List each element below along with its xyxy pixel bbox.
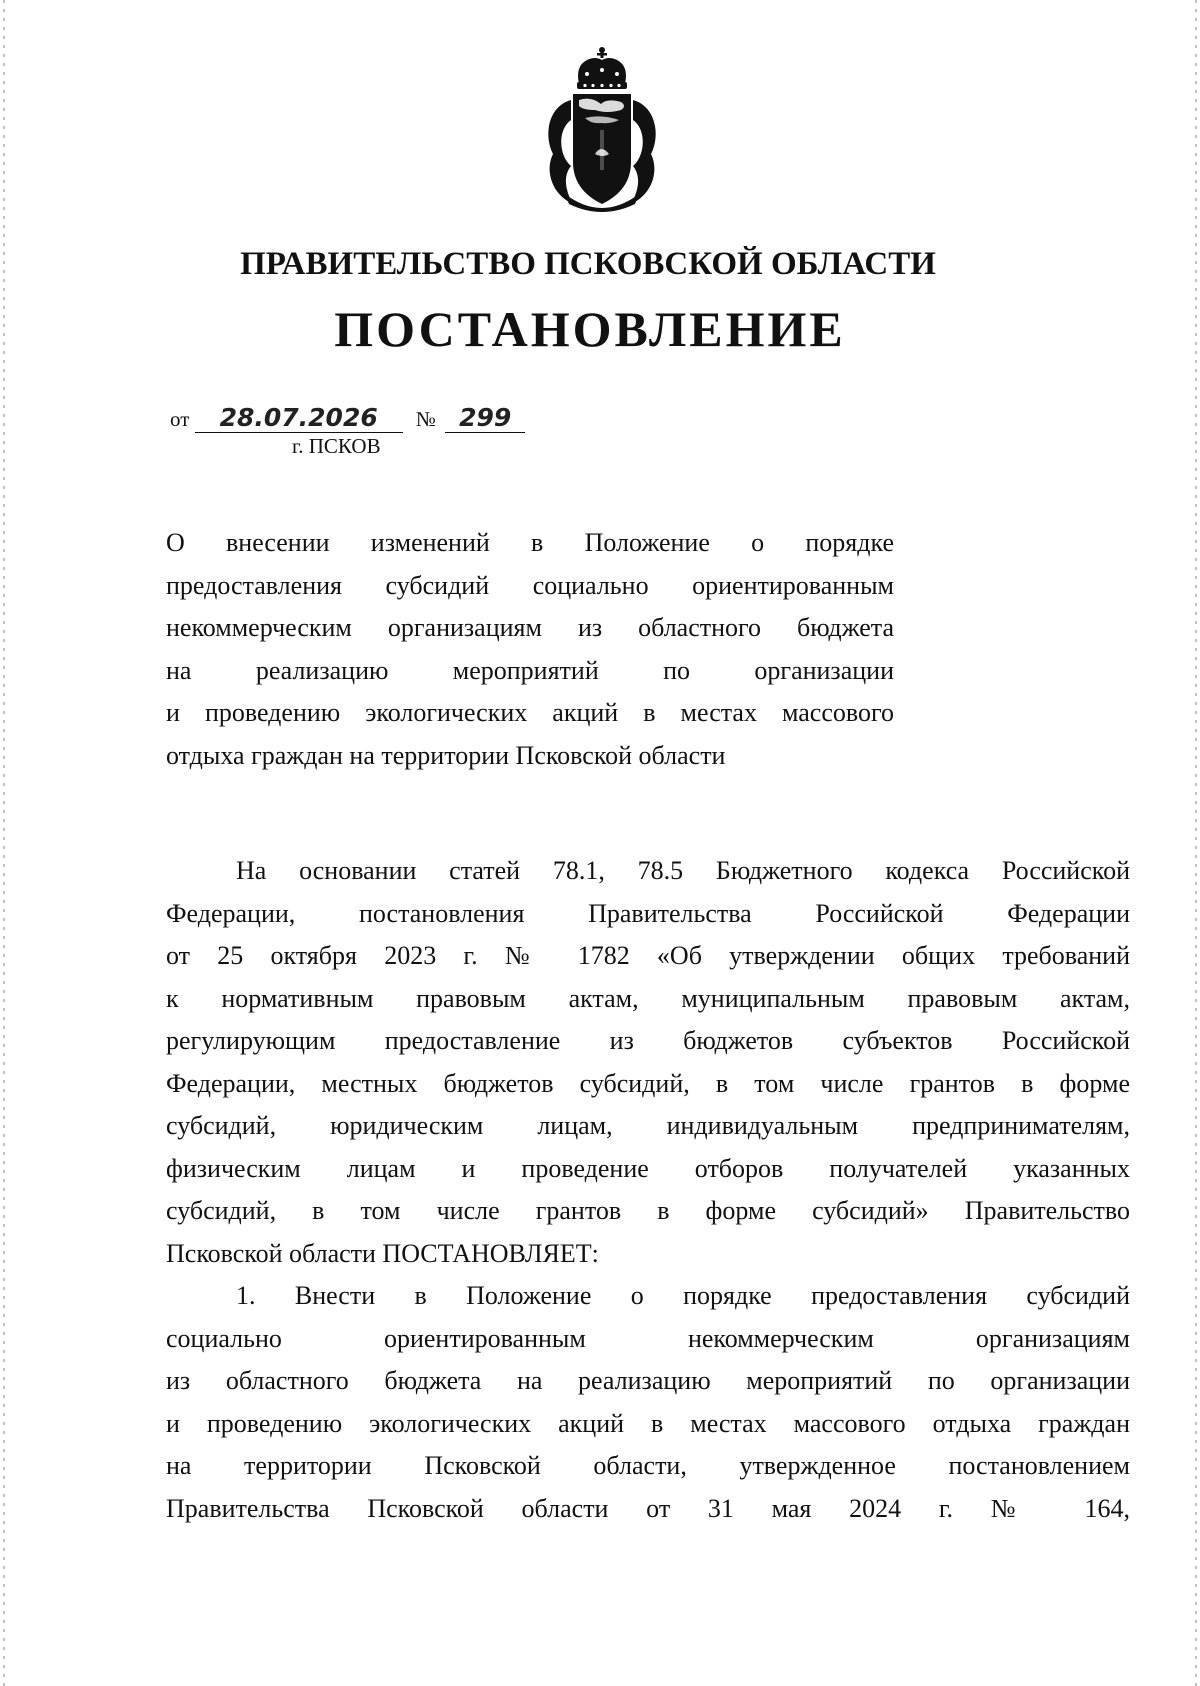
body-line: регулирующим предоставление из бюджетов субъектов Российской (166, 1026, 1130, 1055)
document-body (166, 850, 1130, 1530)
subject-line: предоставления субсидий социально ориентированным (166, 570, 894, 600)
body-line: Правительства Псковской области от 31 мая 2024 г. № 164, (166, 1493, 1130, 1523)
body-line: Федерации, местных бюджетов субсидий, в том числе грантов в форме (166, 1068, 1130, 1098)
subject-line: О внесении изменений в Положение о порядке (166, 528, 894, 557)
document-type-title: ПОСТАНОВЛЕНИЕ (334, 301, 846, 357)
body-line: На основании статей 78.1, 78.5 Бюджетного кодекса Российской (236, 856, 1130, 885)
handwritten-date: 28.07.2026 (195, 404, 403, 433)
body-line: и проведению экологических акций в местах массового отдыха граждан (166, 1408, 1130, 1438)
date-number-line (170, 404, 525, 433)
subject-line: на реализацию мероприятий по организации (166, 655, 894, 685)
body-line: от 25 октября 2023 г. № 1782 «Об утверждении общих требований (166, 941, 1130, 970)
date-prefix: от (170, 407, 190, 431)
city-label: г. ПСКОВ (292, 434, 381, 458)
body-line: Федерации, постановления Правительства Российской Федерации (166, 898, 1130, 928)
document-subject (166, 522, 894, 777)
scan-edge-right (1195, 0, 1197, 1686)
body-line: Псковской области ПОСТАНОВЛЯЕТ: (166, 1238, 599, 1268)
handwritten-number: 299 (445, 404, 525, 433)
subject-line: некоммерческим организациям из областного бюджета (166, 613, 894, 642)
coat-of-arms-icon (535, 44, 669, 216)
subject-line: и проведению экологических акций в местах массового (166, 698, 894, 727)
body-line: 1. Внести в Положение о порядке предоставления субсидий (236, 1281, 1130, 1310)
body-line: социально ориентированным некоммерческим организациям (166, 1323, 1130, 1353)
organization-title: ПРАВИТЕЛЬСТВО ПСКОВСКОЙ ОБЛАСТИ (240, 246, 936, 282)
body-line: к нормативным правовым актам, муниципальным правовым актам, (166, 983, 1130, 1013)
body-line: физическим лицам и проведение отборов получателей указанных (166, 1153, 1130, 1183)
body-line: на территории Псковской области, утвержденное постановлением (166, 1451, 1130, 1480)
body-line: субсидий, юридическим лицам, индивидуальным предпринимателям, (166, 1111, 1130, 1140)
body-line: субсидий, в том числе грантов в форме субсидий» Правительство (166, 1196, 1130, 1225)
number-prefix: № (415, 407, 436, 431)
subject-line: отдыха граждан на территории Псковской области (166, 740, 726, 770)
body-line: из областного бюджета на реализацию мероприятий по организации (166, 1366, 1130, 1395)
